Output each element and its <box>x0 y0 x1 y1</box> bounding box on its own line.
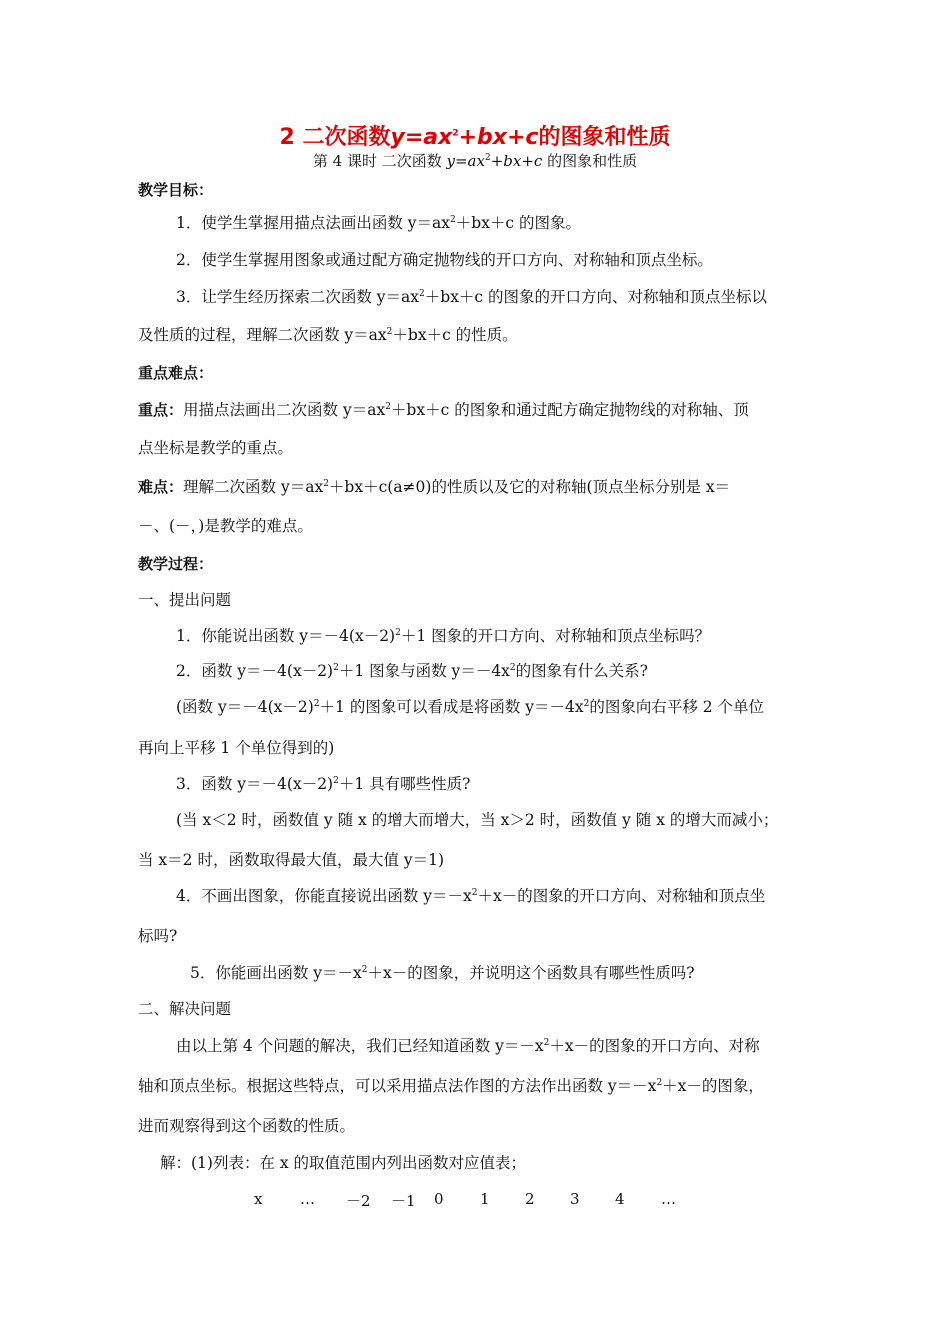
solution-step-1: 解：(1)列表：在 x 的取值范围内列出函数对应值表； <box>160 1154 527 1172</box>
objective-3: 3．让学生经历探索二次函数 $y=ax^2+bx+c$ 的图象的开口方向、对称轴和顶点坐标以 <box>176 288 768 306</box>
table-cell: 0 <box>434 1190 444 1208</box>
table-cell: 4 <box>615 1190 625 1208</box>
question-4: 4．不画出图象，你能直接说出函数 $y=-x^2+x-$的图象的开口方向、对称轴和顶点坐 <box>176 887 766 905</box>
table-cell: 3 <box>570 1190 580 1208</box>
objective-1: 1．使学生掌握用描点法画出函数 $y=ax^2+bx+c$ 的图象。 <box>176 214 582 232</box>
part2-heading: 二、解决问题 <box>138 1000 232 1018</box>
question-5: 5．你能画出函数 $y=-x^2+x-$的图象，并说明这个函数具有哪些性质吗? <box>190 964 695 982</box>
table-cell: 1 <box>480 1190 490 1208</box>
table-cell: … <box>300 1190 315 1208</box>
part2-paragraph-end: 进而观察得到这个函数的性质。 <box>138 1117 356 1135</box>
answer-3-cont: 当 x＝2 时，函数取得最大值，最大值 y＝1) <box>138 851 445 869</box>
question-1: 1．你能说出函数 $y=-4(x-2)^2+1$ 图象的开口方向、对称轴和顶点坐标吗？ <box>176 627 711 645</box>
question-3: 3．函数 $y=-4(x-2)^2+1$ 具有哪些性质? <box>176 775 471 793</box>
difficult-point: 难点：理解二次函数 $y=ax^2+bx+c(a\ne 0)$的性质以及它的对称轴(顶点坐标分别是 x＝ <box>138 478 731 496</box>
part2-paragraph-cont: 轴和顶点坐标。根据这些特点，可以采用描点法作图的方法作出函数 $y=-x^2+x-$的图象， <box>138 1077 764 1095</box>
difficult-point-cont: －、(－，)是教学的难点。 <box>138 517 313 535</box>
table-cell: －2 <box>346 1192 371 1210</box>
question-4-cont: 标吗? <box>138 927 178 945</box>
process-heading: 教学过程： <box>138 555 214 573</box>
table-cell: … <box>661 1190 676 1208</box>
page-subtitle: 第 4 课时 二次函数 $y=ax^2+bx+c$ 的图象和性质 <box>312 152 638 170</box>
page-title: 2 二次函数$y=ax^2+bx+c$的图象和性质 <box>279 125 671 150</box>
question-2: 2．函数 $y=-4(x-2)^2+1$ 图象与函数 $y=-4x^2$的图象有什么关系? <box>176 662 648 680</box>
objective-2: 2．使学生掌握用图象或通过配方确定抛物线的开口方向、对称轴和顶点坐标。 <box>176 251 713 269</box>
keypoints-heading: 重点难点： <box>138 364 214 382</box>
answer-3: (当 x＜2 时，函数值 y 随 x 的增大而增大，当 x＞2 时，函数值 y 随 x 的增大而减小； <box>176 811 779 829</box>
objectives-heading: 教学目标： <box>138 181 214 199</box>
part2-paragraph: 由以上第 4 个问题的解决，我们已经知道函数 $y=-x^2+x-$的图象的开口方向、对称 <box>176 1037 760 1055</box>
part1-heading: 一、提出问题 <box>138 591 232 609</box>
key-point: 重点：用描点法画出二次函数 $y=ax^2+bx+c$ 的图象和通过配方确定抛物线的对称轴、顶 <box>138 401 749 419</box>
answer-2-cont: 再向上平移 1 个单位得到的) <box>138 739 335 757</box>
objective-3-cont: 及性质的过程，理解二次函数 $y=ax^2+bx+c$ 的性质。 <box>138 326 518 344</box>
answer-2: (函数 $y=-4(x-2)^2+1$ 的图象可以看成是将函数 $y=-4x^2$的图象向右平移 2 个单位 <box>176 698 765 716</box>
table-cell: －1 <box>391 1192 416 1210</box>
key-point-cont: 点坐标是教学的重点。 <box>138 439 294 457</box>
table-cell: 2 <box>525 1190 535 1208</box>
table-cell: x <box>254 1190 263 1208</box>
